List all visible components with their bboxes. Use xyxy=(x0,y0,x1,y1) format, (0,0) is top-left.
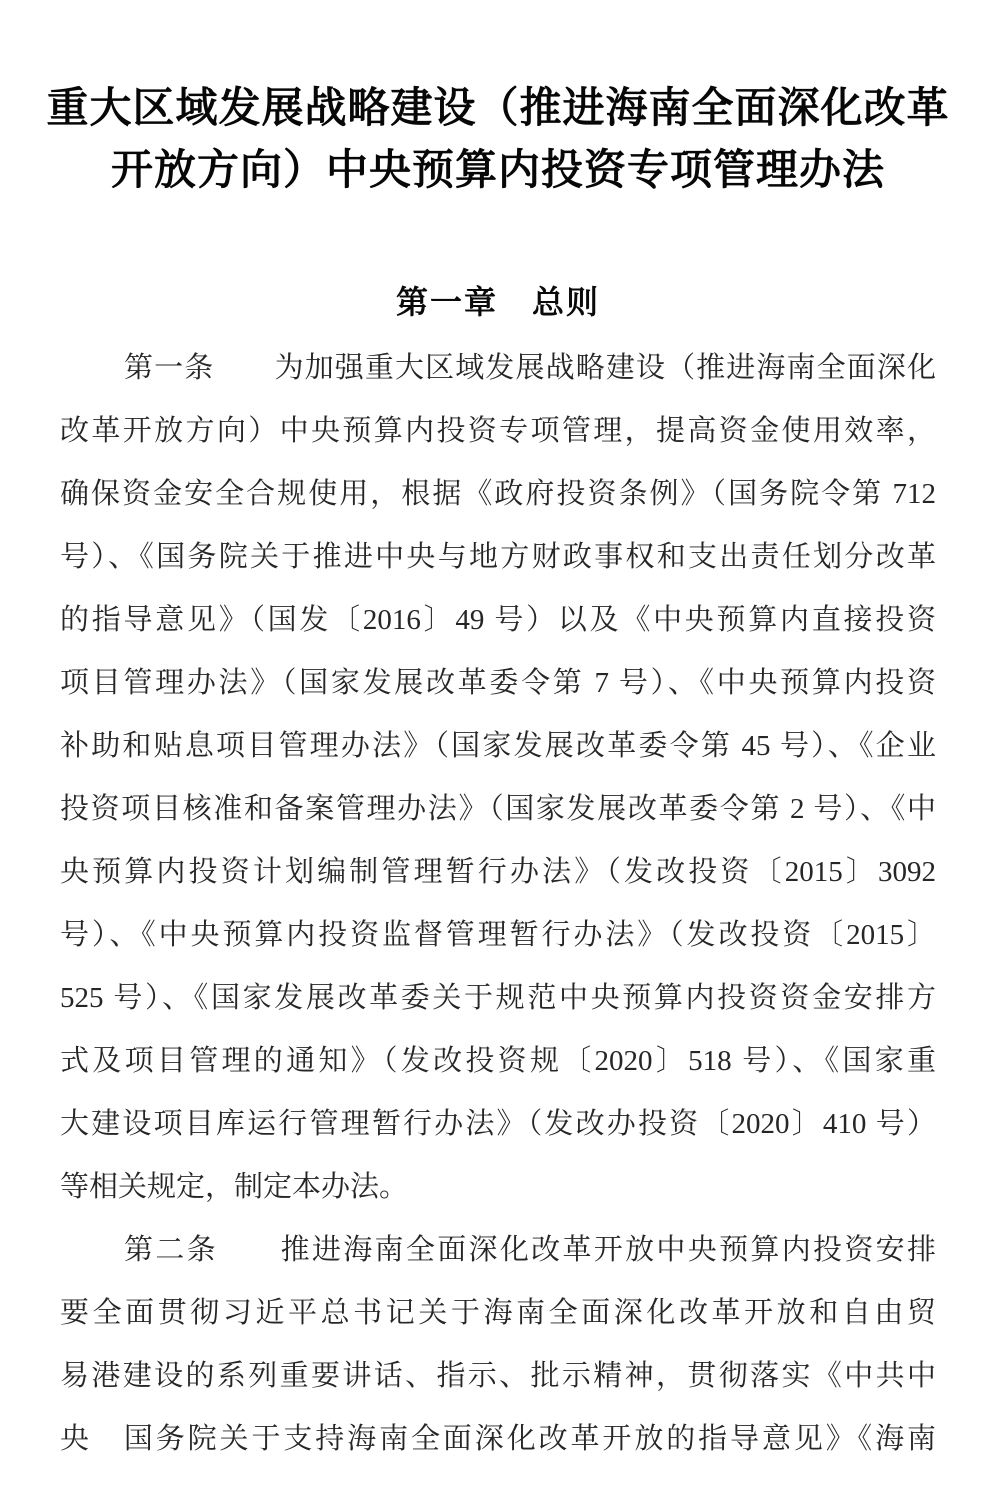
article-1-line: 式及项目管理的通知》（发改投资规〔2020〕518 号）、《国家重 xyxy=(60,1045,936,1077)
document-title xyxy=(28,78,968,202)
article-1-line: 补助和贴息项目管理办法》（国家发展改革委令第 45 号）、《企业 xyxy=(60,730,936,762)
article-1-line: 第一条 为加强重大区域发展战略建设（推进海南全面深化 xyxy=(124,352,936,384)
article-2-line: 央 国务院关于支持海南全面深化改革开放的指导意见》《海南 xyxy=(60,1423,936,1455)
article-1-line: 的指导意见》（国发〔2016〕49 号）以及《中央预算内直接投资 xyxy=(60,604,936,636)
article-1-line: 大建设项目库运行管理暂行办法》（发改办投资〔2020〕410 号） xyxy=(60,1108,936,1140)
article-2-line: 易港建设的系列重要讲话、指示、批示精神，贯彻落实《中共中 xyxy=(60,1360,936,1392)
article-1-line: 号）、《中央预算内投资监督管理暂行办法》（发改投资〔2015〕 xyxy=(60,919,936,951)
article-1-line: 等相关规定，制定本办法。 xyxy=(60,1171,409,1203)
article-1-paragraph xyxy=(60,337,936,1219)
chapter-heading: 第一章 总则 xyxy=(395,284,600,320)
article-1-line: 确保资金安全合规使用，根据《政府投资条例》（国务院令第 712 xyxy=(60,478,936,510)
article-1-line: 号）、《国务院关于推进中央与地方财政事权和支出责任划分改革 xyxy=(60,541,936,573)
article-1-line: 央预算内投资计划编制管理暂行办法》（发改投资〔2015〕3092 xyxy=(60,856,936,888)
document-title-line-2: 开放方向）中央预算内投资专项管理办法 xyxy=(110,148,885,194)
article-2-line: 第二条 推进海南全面深化改革开放中央预算内投资安排 xyxy=(124,1234,936,1266)
article-1-line: 项目管理办法》（国家发展改革委令第 7 号）、《中央预算内投资 xyxy=(60,667,936,699)
document-body xyxy=(60,337,936,1471)
document-title-line-1: 重大区域发展战略建设（推进海南全面深化改革 xyxy=(46,86,950,132)
article-1-line: 525 号）、《国家发展改革委关于规范中央预算内投资资金安排方 xyxy=(60,982,936,1014)
article-2-line: 要全面贯彻习近平总书记关于海南全面深化改革开放和自由贸 xyxy=(60,1297,936,1329)
article-2-paragraph xyxy=(60,1219,936,1471)
article-1-line: 改革开放方向）中央预算内投资专项管理，提高资金使用效率， xyxy=(60,415,936,447)
article-1-line: 投资项目核准和备案管理办法》（国家发展改革委令第 2 号）、《中 xyxy=(60,793,936,825)
